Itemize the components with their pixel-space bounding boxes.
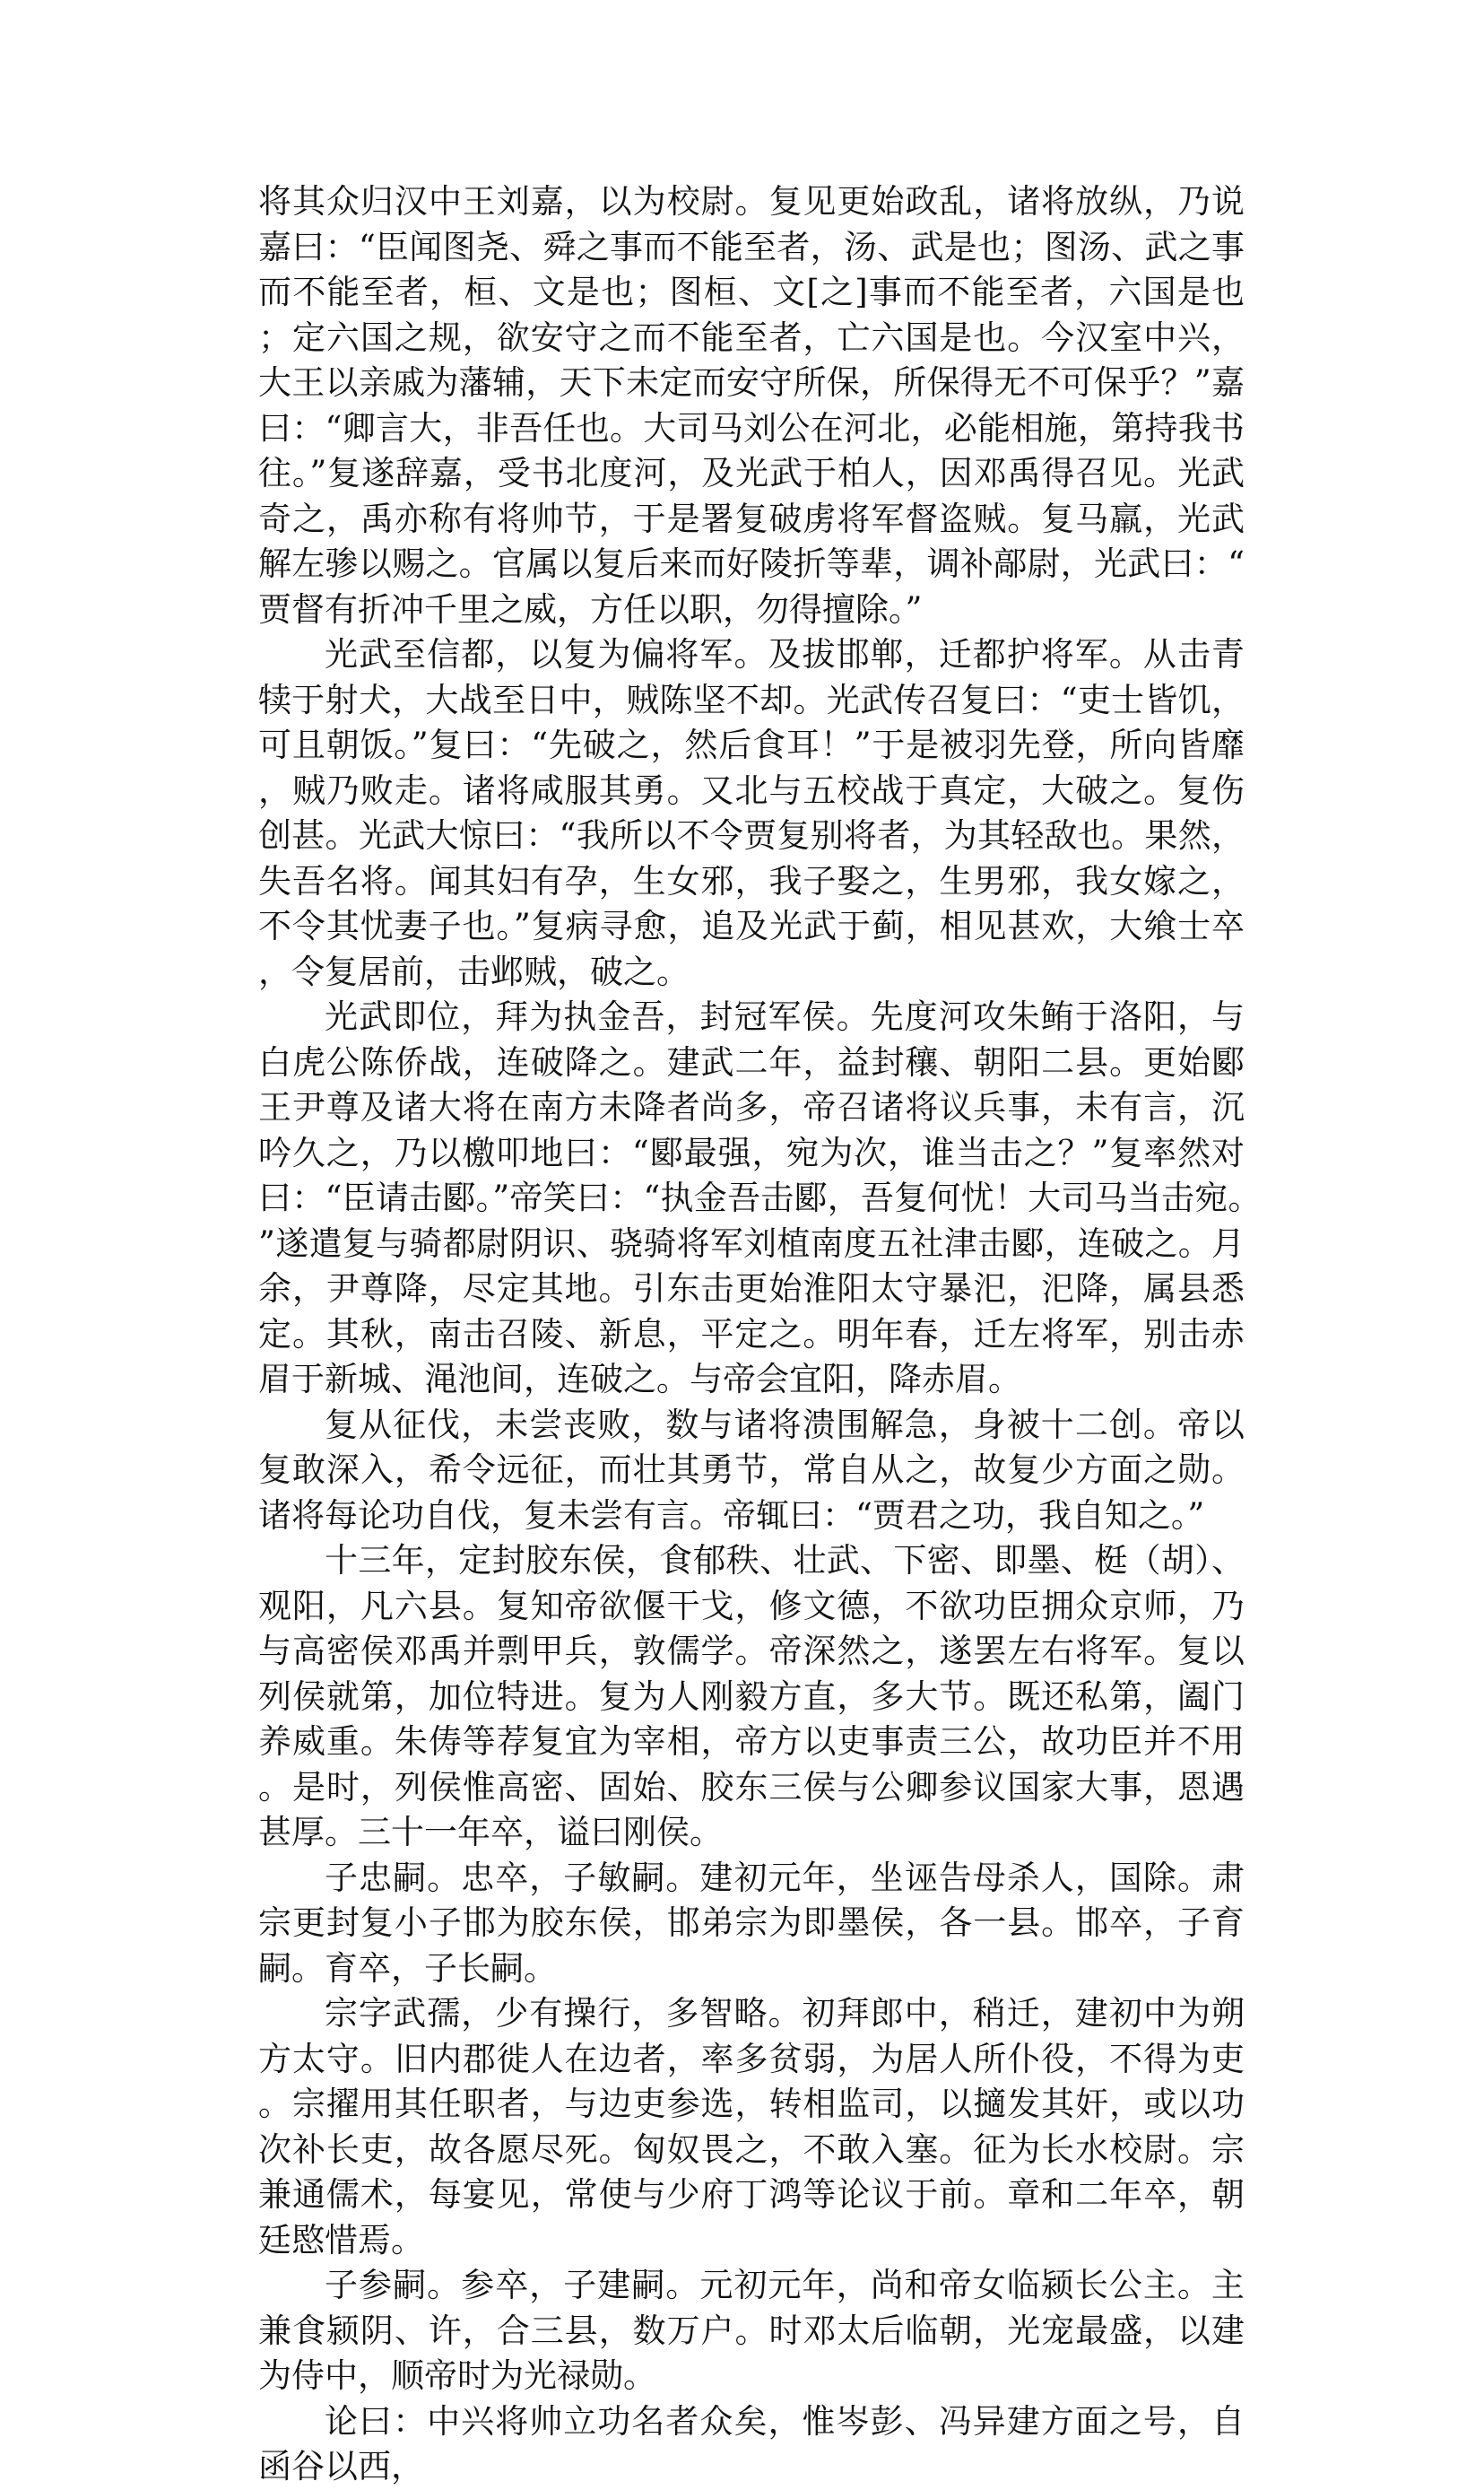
paragraph-4: 复从征伐，未尝丧败，数与诸将溃围解急，身被十二创。帝以复敢深入，希令远征，而壮其勇节，常自从之，故复少方面之勋。诸将每论功自伐，复未尝有言。帝辄曰：“贾君之功，我自知之。” xyxy=(258,1405,1245,1535)
paragraph-5: 十三年，定封胶东侯，食郁秩、壮武、下密、即墨、梃（胡）、观阳，凡六县。复知帝欲偃干戈，修文德，不欲功臣拥众京师，乃与高密侯邓禹并剽甲兵，敦儒学。帝深然之，遂罢左右将军。复以列侯就第，加位特进。复为人刚毅方直，多大节。既还私第，阖门养威重。朱俦等荐复宜为宰相，帝方以吏事责三公，故功臣并不用。是时，列侯惟高密、固始、胶东三侯与公卿参议国家大事，恩遇甚厚。三十一年卒，谥曰刚侯。 xyxy=(258,1541,1245,1851)
document-page xyxy=(258,179,1245,2490)
paragraph-3: 光武即位，拜为执金吾，封冠军侯。先度河攻朱鲔于洛阳，与白虎公陈侨战，连破降之。建武二年，益封穰、朝阳二县。更始郾王尹尊及诸大将在南方未降者尚多，帝召诸将议兵事，未有言，沉吟久之，乃以檄叩地曰：“郾最强，宛为次，谁当击之？”复率然对曰：“臣请击郾。”帝笑曰：“执金吾击郾，吾复何忧！大司马当击宛。”遂遣复与骑都尉阴识、骁骑将军刘植南度五社津击郾，连破之。月余，尹尊降，尽定其地。引东击更始淮阳太守暴汜，汜降，属县悉定。其秋，南击召陵、新息，平定之。明年春，迁左将军，别击赤眉于新城、渑池间，连破之。与帝会宜阳，降赤眉。 xyxy=(258,997,1245,1398)
paragraph-7: 宗字武孺，少有操行，多智略。初拜郎中，稍迁，建初中为朔方太守。旧内郡徙人在边者，率多贫弱，为居人所仆役，不得为吏。宗擢用其任职者，与边吏参选，转相监司，以擿发其奸，或以功次补长吏，故各愿尽死。匈奴畏之，不敢入塞。征为长水校尉。宗兼通儒术，每宴见，常使与少府丁鸿等论议于前。章和二年卒，朝廷愍惜焉。 xyxy=(258,1994,1245,2259)
paragraph-1: 将其众归汉中王刘嘉，以为校尉。复见更始政乱，诸将放纵，乃说嘉曰：“臣闻图尧、舜之事而不能至者，汤、武是也；图汤、武之事而不能至者，桓、文是也；图桓、文[之]事而不能至者，六国是也；定六国之规，欲安守之而不能至者，亡六国是也。今汉室中兴，大王以亲戚为藩辅，天下未定而安守所保，所保得无不可保乎？”嘉曰：“卿言大，非吾任也。大司马刘公在河北，必能相施，第持我书往。”复遂辞嘉，受书北度河，及光武于柏人，因邓禹得召见。光武奇之，禹亦称有将帅节，于是署复破虏将军督盗贼。复马羸，光武解左骖以赐之。官属以复后来而好陵折等辈，调补鄗尉，光武曰：“贾督有折冲千里之威，方任以职，勿得擅除。” xyxy=(258,182,1245,629)
paragraph-8: 子参嗣。参卒，子建嗣。元初元年，尚和帝女临颍长公主。主兼食颍阴、许，合三县，数万户。时邓太后临朝，光宠最盛，以建为侍中，顺帝时为光禄勋。 xyxy=(258,2266,1245,2395)
paragraph-9: 论曰：中兴将帅立功名者众矣，惟岑彭、冯异建方面之号，自函谷以西， xyxy=(258,2401,1245,2486)
paragraph-2: 光武至信都，以复为偏将军。及拔邯郸，迁都护将军。从击青犊于射犬，大战至日中，贼陈坚不却。光武传召复曰：“吏士皆饥，可且朝饭。”复曰：“先破之，然后食耳！”于是被羽先登，所向皆靡，贼乃败走。诸将咸服其勇。又北与五校战于真定，大破之。复伤创甚。光武大惊曰：“我所以不令贾复别将者，为其轻敌也。果然，失吾名将。闻其妇有孕，生女邪，我子娶之，生男邪，我女嫁之，不令其忧妻子也。”复病寻愈，追及光武于蓟，相见甚欢，大飨士卒，令复居前，击邺贼，破之。 xyxy=(258,635,1245,991)
paragraph-6: 子忠嗣。忠卒，子敏嗣。建初元年，坐诬告母杀人，国除。肃宗更封复小子邯为胶东侯，邯弟宗为即墨侯，各一县。邯卒，子育嗣。育卒，子长嗣。 xyxy=(258,1858,1245,1988)
